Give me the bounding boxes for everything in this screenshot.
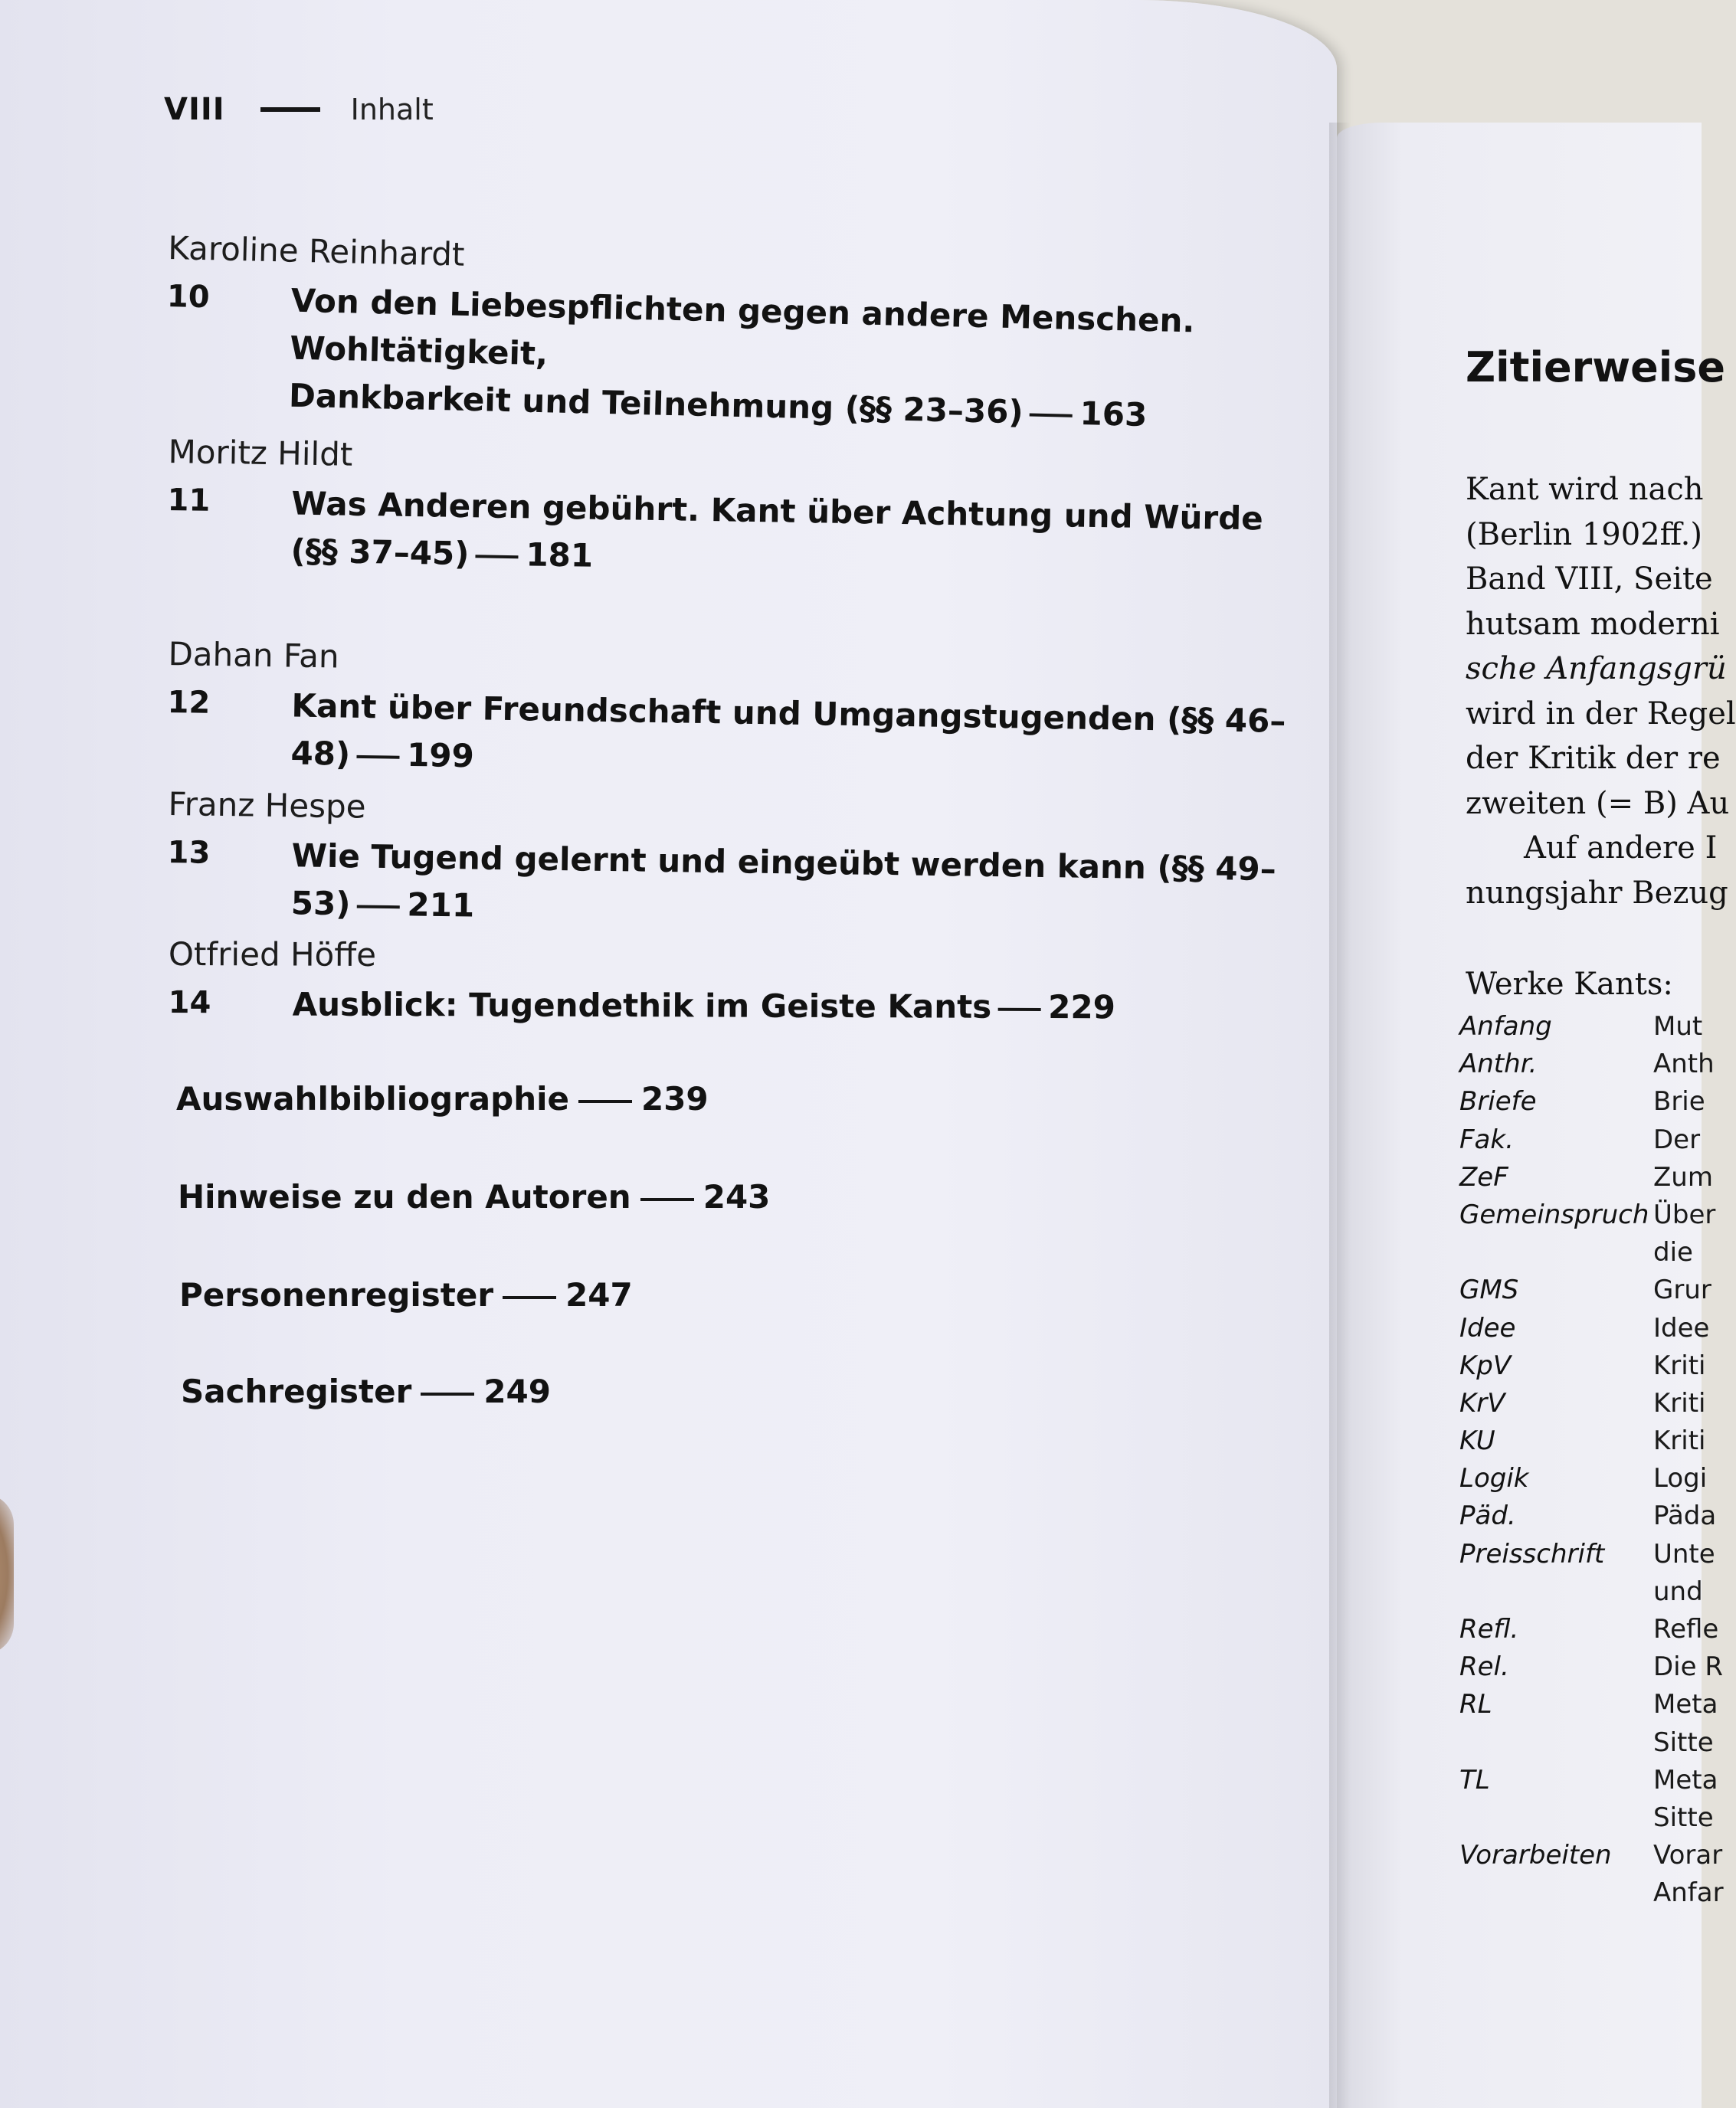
chapter-title-line: Von den Liebespflichten gegen andere Menschen. Wohltätigkeit, <box>289 281 1196 373</box>
abbreviation-description: Kriti <box>1653 1426 1706 1457</box>
entry-author: Franz Hespe <box>168 784 366 826</box>
chapter-title-line: Was Anderen gebührt. Kant über Achtung und Würde <box>291 484 1264 538</box>
abbreviation-description: Anth <box>1653 1049 1715 1080</box>
abbreviation-description: Sitte <box>1653 1802 1714 1833</box>
chapter-number: 10 <box>166 278 211 316</box>
page-ref: 163 <box>1079 394 1148 434</box>
entry-author: Moritz Hildt <box>168 432 353 473</box>
abbreviation: Rel. <box>1459 1651 1509 1683</box>
abbreviation-description: Brie <box>1653 1086 1705 1118</box>
abbreviation-description: Kriti <box>1653 1387 1706 1419</box>
abbreviation: Päd. <box>1459 1501 1516 1532</box>
abbreviation-row <box>1459 1648 1724 1686</box>
appendix-title: Auswahlbibliographie <box>176 1080 569 1118</box>
abbreviation-description: Mut <box>1653 1011 1703 1042</box>
abbreviation-description: Die R <box>1653 1651 1723 1683</box>
abbreviation-description: Über <box>1653 1199 1716 1230</box>
text-line: sche Anfangsgrü <box>1466 651 1727 686</box>
chapter-title[interactable] <box>293 981 1115 1032</box>
text-line: wird in der Regel <box>1466 696 1736 732</box>
abbreviation: RL <box>1459 1689 1492 1720</box>
abbreviation-row <box>1459 1762 1724 1799</box>
abbreviation: Vorarbeiten <box>1459 1840 1612 1871</box>
page-dash <box>1030 413 1073 417</box>
page-dash <box>356 905 399 908</box>
abbreviation-description: Der <box>1653 1124 1701 1155</box>
abbreviation: TL <box>1459 1764 1490 1795</box>
chapter-title-line: (§§ 37–45) <box>290 532 470 573</box>
abbreviation-description: Meta <box>1653 1764 1718 1795</box>
page-number: VIII <box>164 92 225 127</box>
page-dash <box>356 754 399 758</box>
chapter-number: 11 <box>167 482 211 519</box>
abbreviation: ZeF <box>1459 1161 1508 1193</box>
chapter-number: 12 <box>167 684 211 721</box>
text-line: zweiten (= B) Au <box>1466 785 1730 821</box>
abbreviation-row <box>1459 1272 1724 1309</box>
header-dash <box>260 107 320 112</box>
chapter-title-line: Dankbarkeit und Teilnehmung (§§ 23–36) <box>288 376 1024 431</box>
abbreviation: KrV <box>1459 1387 1505 1419</box>
page-ref: 247 <box>565 1276 633 1314</box>
abbreviation: Briefe <box>1459 1086 1537 1118</box>
abbreviation-description: Sitte <box>1653 1727 1714 1758</box>
abbreviation-description: Grur <box>1653 1275 1711 1306</box>
abbreviation-row <box>1459 1159 1724 1196</box>
abbreviation-description: Meta <box>1653 1689 1718 1720</box>
toc-appendix-entry[interactable] <box>179 1276 633 1314</box>
toc-entry <box>166 633 1302 793</box>
abbreviation <box>1459 1234 1653 1272</box>
abbreviation-description: Vorar <box>1653 1840 1723 1871</box>
running-head-title: Inhalt <box>350 93 434 126</box>
abbreviation-row <box>1459 1686 1724 1723</box>
text-line: hutsam moderni <box>1466 606 1720 642</box>
toc-appendix-entry[interactable] <box>178 1178 770 1216</box>
abbreviation-row <box>1459 1008 1724 1046</box>
page-dash <box>421 1393 474 1396</box>
entry-author: Otfried Höffe <box>168 935 377 974</box>
page-dash <box>640 1198 694 1201</box>
abbreviation-description: Refle <box>1653 1614 1719 1645</box>
abbreviation-row <box>1459 1046 1724 1083</box>
abbreviation-row <box>1459 1422 1724 1460</box>
chapter-title-line: Kant über Freundschaft und Umgangstugenden (§§ 46–48) <box>290 686 1286 773</box>
running-head <box>164 92 434 127</box>
page-ref: 211 <box>407 885 475 925</box>
page-dash <box>997 1007 1040 1010</box>
abbreviation-row <box>1459 1347 1724 1385</box>
abbreviation: Refl. <box>1459 1614 1519 1645</box>
chapter-title-line: Ausblick: Tugendethik im Geiste Kants <box>292 985 992 1026</box>
page-ref: 239 <box>640 1080 709 1118</box>
abbreviation <box>1459 1799 1653 1837</box>
page-ref: 243 <box>703 1178 771 1216</box>
abbreviation-description: Kriti <box>1653 1350 1706 1381</box>
abbreviation-row <box>1459 1573 1724 1611</box>
abbreviation: Fak. <box>1459 1124 1514 1155</box>
text-line: Band VIII, Seite <box>1466 561 1713 597</box>
chapter-title[interactable] <box>290 832 1302 941</box>
toc-appendix-entry[interactable] <box>176 1080 709 1118</box>
abbreviation-description: Päda <box>1653 1501 1717 1532</box>
abbreviation <box>1459 1573 1653 1611</box>
text-line: (Berlin 1902ff.) <box>1466 516 1702 552</box>
page-ref: 199 <box>406 735 475 775</box>
right-page-body <box>1466 467 1736 915</box>
abbreviation-description: Logi <box>1653 1463 1708 1494</box>
abbreviation-row <box>1459 1498 1724 1535</box>
abbreviation-row <box>1459 1385 1724 1422</box>
abbreviation: GMS <box>1459 1275 1519 1306</box>
abbreviation-description: Zum <box>1653 1161 1713 1193</box>
abbreviation-row <box>1459 1310 1724 1347</box>
abbreviation <box>1459 1874 1653 1912</box>
abbreviation: KU <box>1459 1426 1495 1457</box>
abbreviation-row <box>1459 1121 1724 1159</box>
entry-author: Karoline Reinhardt <box>167 228 466 273</box>
page-ref: 181 <box>526 535 594 574</box>
abbreviation: KpV <box>1459 1350 1512 1381</box>
toc-entry <box>164 227 1302 443</box>
abbreviation-row <box>1459 1837 1724 1874</box>
toc-entry <box>169 933 1302 1032</box>
appendix-title: Sachregister <box>181 1373 412 1410</box>
abbreviation-description: Idee <box>1653 1312 1710 1344</box>
text-line: Kant wird nach <box>1466 472 1704 507</box>
chapter-number: 13 <box>167 834 211 871</box>
abbreviation-row <box>1459 1799 1724 1837</box>
book-gutter <box>1329 123 1351 2108</box>
appendix-title: Hinweise zu den Autoren <box>178 1178 631 1216</box>
abbreviation: Preisschrift <box>1459 1538 1605 1570</box>
page-ref: 229 <box>1048 988 1115 1026</box>
abbreviation <box>1459 1724 1653 1762</box>
abbreviation-description: Anfar <box>1653 1877 1724 1909</box>
abbreviation-description: die <box>1653 1237 1693 1268</box>
text-line: der Kritik der re <box>1466 741 1721 776</box>
toc-entry <box>166 783 1302 941</box>
abbreviation-row <box>1459 1874 1724 1912</box>
toc-appendix-entry[interactable] <box>181 1373 551 1410</box>
chapter-title[interactable] <box>288 277 1301 443</box>
abbreviation-row <box>1459 1724 1724 1762</box>
abbreviation-description: und <box>1653 1576 1703 1607</box>
appendix-title: Personenregister <box>179 1276 494 1314</box>
chapter-title-line: Wie Tugend gelernt und eingeübt werden kann (§§ 49–53) <box>290 836 1277 923</box>
toc-entry <box>166 430 1302 591</box>
right-page-heading: Zitierweise <box>1466 343 1726 391</box>
abbreviation: Logik <box>1459 1463 1529 1494</box>
page-dash <box>475 555 518 558</box>
abbreviation: Anfang <box>1459 1011 1552 1042</box>
abbreviation-row <box>1459 1460 1724 1498</box>
page-dash <box>578 1100 632 1103</box>
abbreviation: Idee <box>1459 1312 1516 1344</box>
chapter-title[interactable] <box>290 480 1263 591</box>
abbreviation-row <box>1459 1083 1724 1121</box>
abbreviation-row <box>1459 1196 1724 1234</box>
text-line: Auf andere I <box>1524 830 1718 866</box>
abbreviation-row <box>1459 1611 1724 1648</box>
abbreviation-table <box>1459 1008 1724 1913</box>
abbreviation: Gemeinspruch <box>1459 1199 1649 1230</box>
chapter-number: 14 <box>168 984 211 1021</box>
text-line: nungsjahr Bezug <box>1466 875 1728 911</box>
chapter-title[interactable] <box>290 682 1302 794</box>
page-ref: 249 <box>483 1373 551 1410</box>
thumb <box>0 1494 14 1655</box>
entry-author: Dahan Fan <box>168 634 340 676</box>
works-list-title: Werke Kants: <box>1466 967 1673 1002</box>
page-dash <box>503 1296 556 1299</box>
abbreviation-description: Unte <box>1653 1538 1715 1570</box>
abbreviation-row <box>1459 1536 1724 1573</box>
abbreviation-row <box>1459 1234 1724 1272</box>
abbreviation: Anthr. <box>1459 1049 1538 1080</box>
